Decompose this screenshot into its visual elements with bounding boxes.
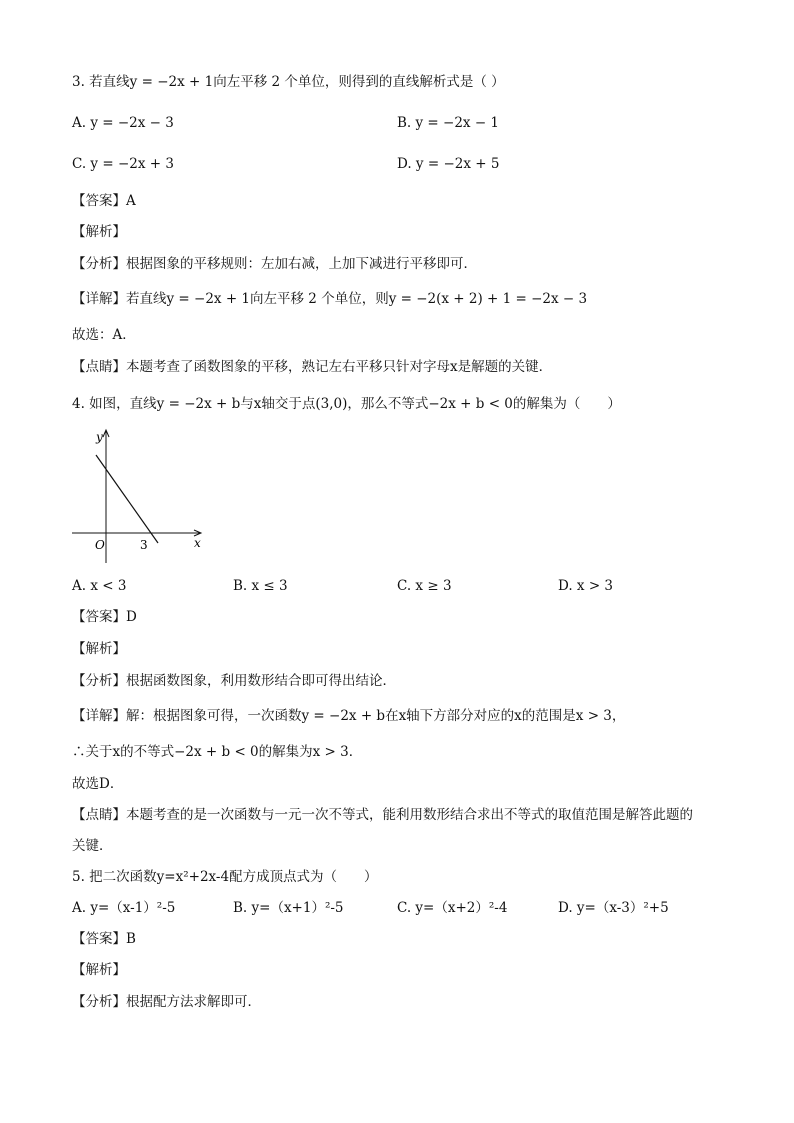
q5-option-b: B. y=（x+1）²-5 [233, 900, 344, 916]
q5-stem: 5. 把二次函数y=x²+2x-4配方成顶点式为（ ） [72, 869, 378, 885]
q3-dianjing: 【点睛】本题考查了函数图象的平移，熟记左右平移只针对字母x是解题的关键． [72, 359, 553, 375]
q4-dianjing-1: 【点睛】本题考查的是一次函数与一元一次不等式，能利用数形结合求出不等式的取值范围是解答此题的 [72, 807, 693, 823]
q4-fenxi: 【分析】根据函数图象，利用数形结合即可得出结论． [72, 673, 396, 689]
q4-stem: 4. 如图，直线y = −2x + b与x轴交于点(3,0)，那么不等式−2x + b < 0的解集为（ ） [72, 396, 621, 412]
q3-analysis-header: 【解析】 [72, 224, 126, 240]
q3-xiangjie: 【详解】若直线y = −2x + 1向左平移 2 个单位，则y = −2(x + 2) + 1 = −2x − 3 [72, 291, 588, 307]
q5-answer: 【答案】B [72, 931, 136, 947]
q3-stem: 3. 若直线y = −2x + 1向左平移 2 个单位，则得到的直线解析式是（ ） [72, 74, 505, 90]
y-axis-label: y [96, 430, 103, 444]
q4-xiangjie: 【详解】解：根据图象可得，一次函数y = −2x + b在x轴下方部分对应的x的范围是x > 3， [72, 708, 626, 724]
q3-option-a: A. y = −2x − 3 [72, 115, 174, 131]
q5-option-a: A. y=（x-1）²-5 [72, 900, 176, 916]
q4-analysis-header: 【解析】 [72, 641, 126, 657]
q5-option-c: C. y=（x+2）²-4 [397, 900, 508, 916]
q5-option-d: D. y=（x-3）²+5 [558, 900, 669, 916]
q4-option-c: C. x ≥ 3 [397, 578, 452, 594]
q3-answer: 【答案】A [72, 193, 136, 209]
x-axis-label: x [194, 536, 201, 550]
q4-figure [68, 425, 208, 565]
graph-line [96, 455, 158, 543]
q4-therefore: ∴关于x的不等式−2x + b < 0的解集为x > 3． [72, 744, 363, 760]
q4-answer: 【答案】D [72, 609, 137, 625]
q3-fenxi: 【分析】根据图象的平移规则：左加右减，上加下减进行平移即可． [72, 256, 477, 272]
intercept-label: 3 [140, 538, 148, 552]
q3-choice: 故选：A． [72, 327, 136, 343]
q5-fenxi: 【分析】根据配方法求解即可． [72, 994, 261, 1010]
q4-option-b: B. x ≤ 3 [233, 578, 288, 594]
q3-option-c: C. y = −2x + 3 [72, 156, 174, 172]
q4-option-d: D. x > 3 [558, 578, 614, 594]
q3-option-d: D. y = −2x + 5 [397, 156, 500, 172]
origin-label: O [95, 538, 105, 552]
q5-analysis-header: 【解析】 [72, 962, 126, 978]
q4-option-a: A. x < 3 [72, 578, 127, 594]
q4-choice: 故选D． [72, 776, 124, 792]
q3-option-b: B. y = −2x − 1 [397, 115, 500, 131]
q4-dianjing-2: 关键． [72, 838, 113, 854]
